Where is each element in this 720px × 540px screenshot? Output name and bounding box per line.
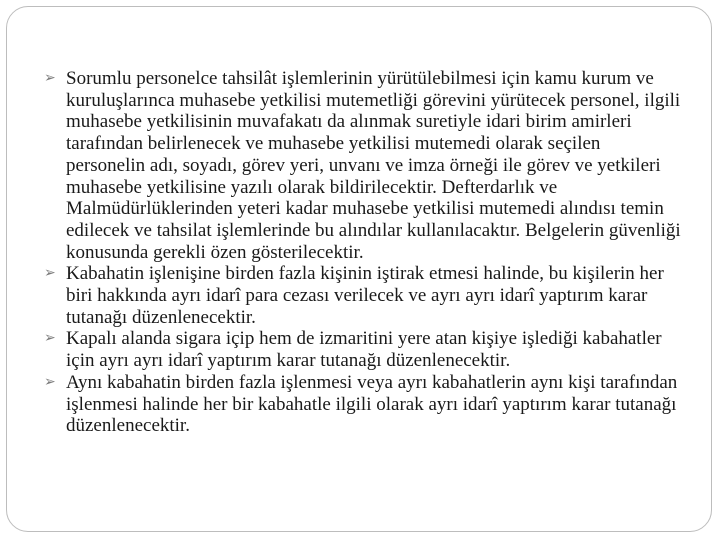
bullet-item-responsible-staff [44, 68, 684, 263]
bullet-item-closed-area-smoking [44, 328, 684, 371]
bullet-list [44, 68, 684, 437]
bullet-text: Aynı kabahatin birden fazla işlenmesi veya ayrı kabahatlerin aynı kişi tarafından işlenmesi halinde her bir kabahatle ilgili olarak ayrı idarî yaptırım karar tutanağı düzenlenecektir. [66, 371, 678, 437]
bullet-item-repeated-offense [44, 372, 684, 437]
bullet-item-multiple-persons [44, 263, 684, 328]
arrowhead-bullet-icon: ➢ [44, 70, 56, 86]
arrowhead-bullet-icon: ➢ [44, 373, 56, 390]
arrowhead-bullet-icon: ➢ [44, 265, 56, 282]
bullet-text: Kabahatin işlenişine birden fazla kişinin iştirak etmesi halinde, bu kişilerin her biri hakkında ayrı idarî para cezası verilecek ve ayrı ayrı idarî yaptırım karar tutanağı düzenlenecektir. [66, 263, 664, 328]
bullet-text: Kapalı alanda sigara içip hem de izmaritini yere atan kişiye işlediği kabahatler için ayrı ayrı idarî yaptırım karar tutanağı düzenlenecektir. [66, 328, 662, 372]
arrowhead-bullet-icon: ➢ [44, 330, 56, 347]
bullet-text: Sorumlu personelce tahsilât işlemlerinin yürütülebilmesi için kamu kurum ve kuruluşlarınca muhasebe yetkilisi mutemetliği görevini yürütecek personel, ilgili muhasebe yetkilisinin muvafakatı da alınmak suretiyle idari birim amirleri tarafından belirlenecek ve muhasebe yetkilisi mutemedi olarak seçilen personelin adı, soyadı, görev yeri, unvanı ve imza örneği ile görev ve yetkileri muhasebe yetkilisine yazılı olarak bildirilecektir. Defterdarlık ve Malmüdürlüklerinden yeteri kadar muhasebe yetkilisi mutemedi alındısı temin edilecek ve tahsilat işlemlerinde bu alındılar kullanılacaktır. Belgelerin güvenliği konusunda gerekli özen gösterilecektir. [66, 68, 681, 263]
